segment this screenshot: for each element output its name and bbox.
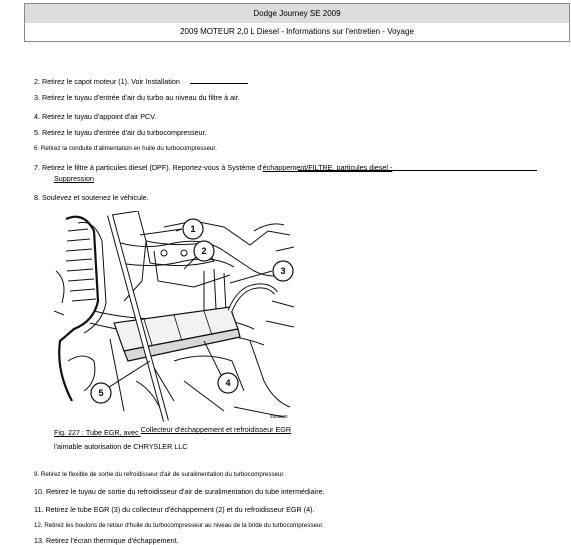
installation-link[interactable]	[190, 77, 248, 84]
suppression-link[interactable]: Suppression	[54, 174, 94, 183]
figure-credit: l'aimable autorisation de CHRYSLER LLC	[54, 442, 188, 451]
link-underline	[298, 170, 537, 171]
step-2: 2. Retirez le capot moteur (1). Voir Installation	[34, 77, 248, 86]
step-8: 8. Soulevez et soutenez le véhicule.	[34, 193, 149, 202]
step-5: 5. Retirez le tuyau d'entrée d'air du turbocompresseur.	[34, 128, 207, 137]
step-7: 7. Retirez le filtre à particules diesel (DPF). Reportez-vous à Système d'échappement/FILTRE, particules diesel -	[34, 163, 393, 172]
callout-3: 3	[280, 266, 286, 276]
egr-tube-figure	[54, 211, 298, 425]
step-4: 4. Retirez le tuyau d'appoint d'air PCV.	[34, 112, 157, 121]
figure-caption	[54, 425, 292, 437]
dpf-removal-link[interactable]: échappement/FILTRE, particules diesel -	[262, 163, 393, 172]
engine-illustration	[54, 211, 298, 425]
step-11: 11. Retirez le tube EGR (3) du collecteur d'échappement (2) et du refroidisseur EGR (4).	[34, 505, 315, 514]
step-9: 9. Retirez le flexible de sortie du refroidisseur d'air de suralimentation du turbocompresseur.	[34, 471, 285, 478]
document-header	[24, 3, 570, 25]
step-6: 6. Retirez la conduite d'alimentation en huile du turbocompresseur.	[34, 145, 217, 152]
caption-prefix: Fig. 227 : Tube EGR, avec	[54, 428, 141, 437]
section-title: 2009 MOTEUR 2,0 L Diesel - Informations sur l'entretien - Voyage	[180, 27, 414, 36]
caption-link[interactable]: Collecteur d'échappement et refroidisseur EGR	[140, 425, 292, 434]
callout-1: 1	[190, 224, 196, 234]
callout-5: 5	[98, 388, 104, 398]
step-3: 3. Retirez le tuyau d'entrée d'air du turbo au niveau du filtre à air.	[34, 93, 240, 102]
figure-number: 2508698	[270, 414, 288, 419]
step-10: 10. Retirez le tuyau de sortie du refroidisseur d'air de suralimentation du tube intermédiaire.	[34, 487, 325, 496]
step-12: 12. Retirez les boulons de retour d'huile du turbocompresseur au niveau de la bride du turbocompresseur.	[34, 522, 324, 529]
step-13: 13. Retirez l'écran thermique d'échappement.	[34, 536, 179, 545]
document-subheader	[24, 23, 570, 42]
callout-2: 2	[201, 246, 207, 256]
callout-4: 4	[225, 378, 231, 388]
vehicle-title: Dodge Journey SE 2009	[253, 9, 341, 18]
